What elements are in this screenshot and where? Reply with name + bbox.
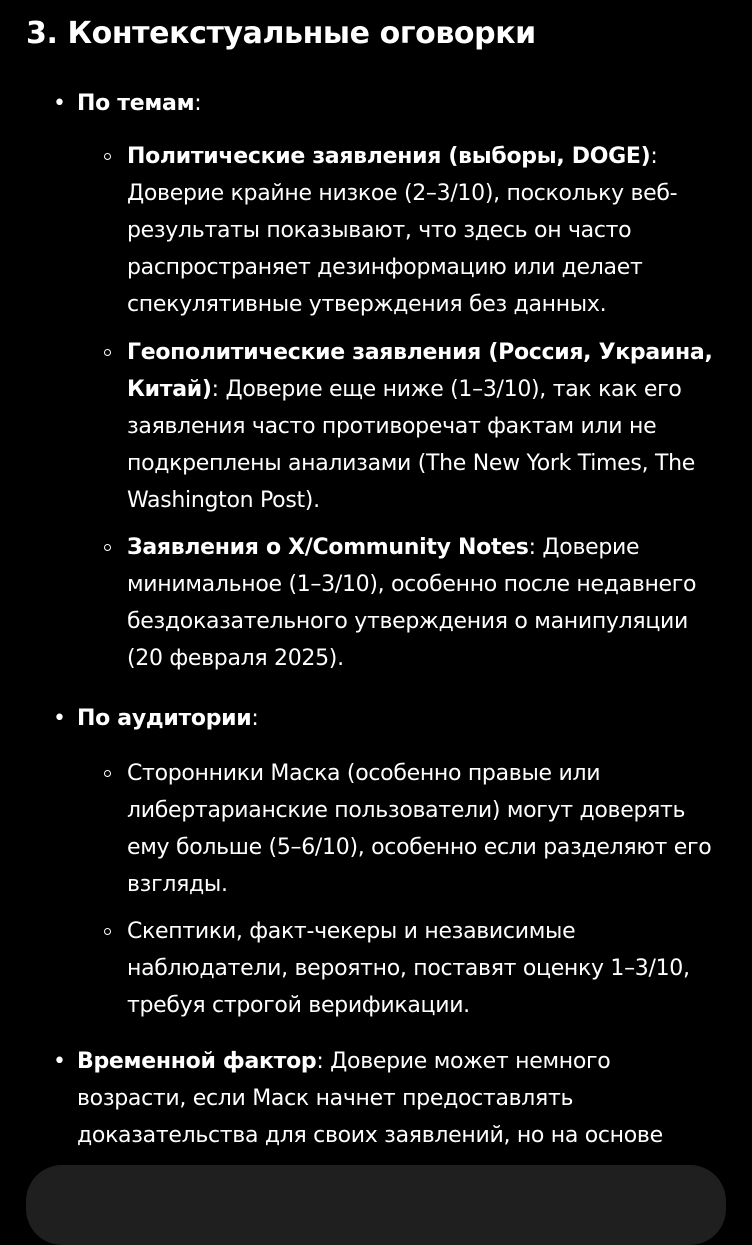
message-input-bar[interactable] — [26, 1165, 726, 1245]
bullet-dot: • — [53, 706, 66, 731]
circle-bullet-icon — [104, 928, 111, 935]
subitem-title: Политические заявления (выборы, DOGE) — [127, 144, 651, 169]
section-heading: 3. Контекстуальные оговорки — [26, 16, 536, 51]
bullet-dot: • — [53, 91, 66, 116]
time-text: Доверие может немного возрасти, если Маск начнет предоставлять доказательства для своих заявлений, но на основе — [77, 1049, 663, 1148]
subitem-text: Доверие еще ниже (1–3/10), так как его заявления часто противоречат фактам или не подкреплены анализами (The New York Times, The Washington Post). — [127, 377, 695, 513]
circle-bullet-icon — [104, 153, 111, 160]
time-label: Временной фактор — [77, 1049, 317, 1074]
audience-label: По аудитории — [77, 706, 252, 731]
subitem-text: Скептики, факт-чекеры и независимые наблюдатели, вероятно, поставят оценку 1–3/10, требуя строгой верификации. — [127, 919, 690, 1018]
topics-label: По темам — [77, 91, 195, 116]
circle-bullet-icon — [104, 770, 111, 777]
subitem-title: Геополитические заявления (Россия, Украина, Китай) — [127, 340, 713, 402]
circle-bullet-icon — [104, 544, 111, 551]
subitem-text: Доверие крайне низкое (2–3/10), поскольку веб-результаты показывают, что здесь он часто распространяет дезинформацию или делает спекулятивные утверждения без данных. — [127, 181, 678, 317]
subitem-text: Сторонники Маска (особенно правые или либертарианские пользователи) могут доверять ему больше (5–6/10), особенно если разделяют его взгляды. — [127, 761, 712, 897]
subitem-text: Доверие минимальное (1–3/10), особенно после недавнего бездоказательного утверждения о манипуляции (20 февраля 2025). — [127, 535, 697, 671]
subitem-title: Заявления о X/Community Notes — [127, 535, 529, 560]
bullet-dot: • — [53, 1049, 66, 1074]
circle-bullet-icon — [104, 349, 111, 356]
